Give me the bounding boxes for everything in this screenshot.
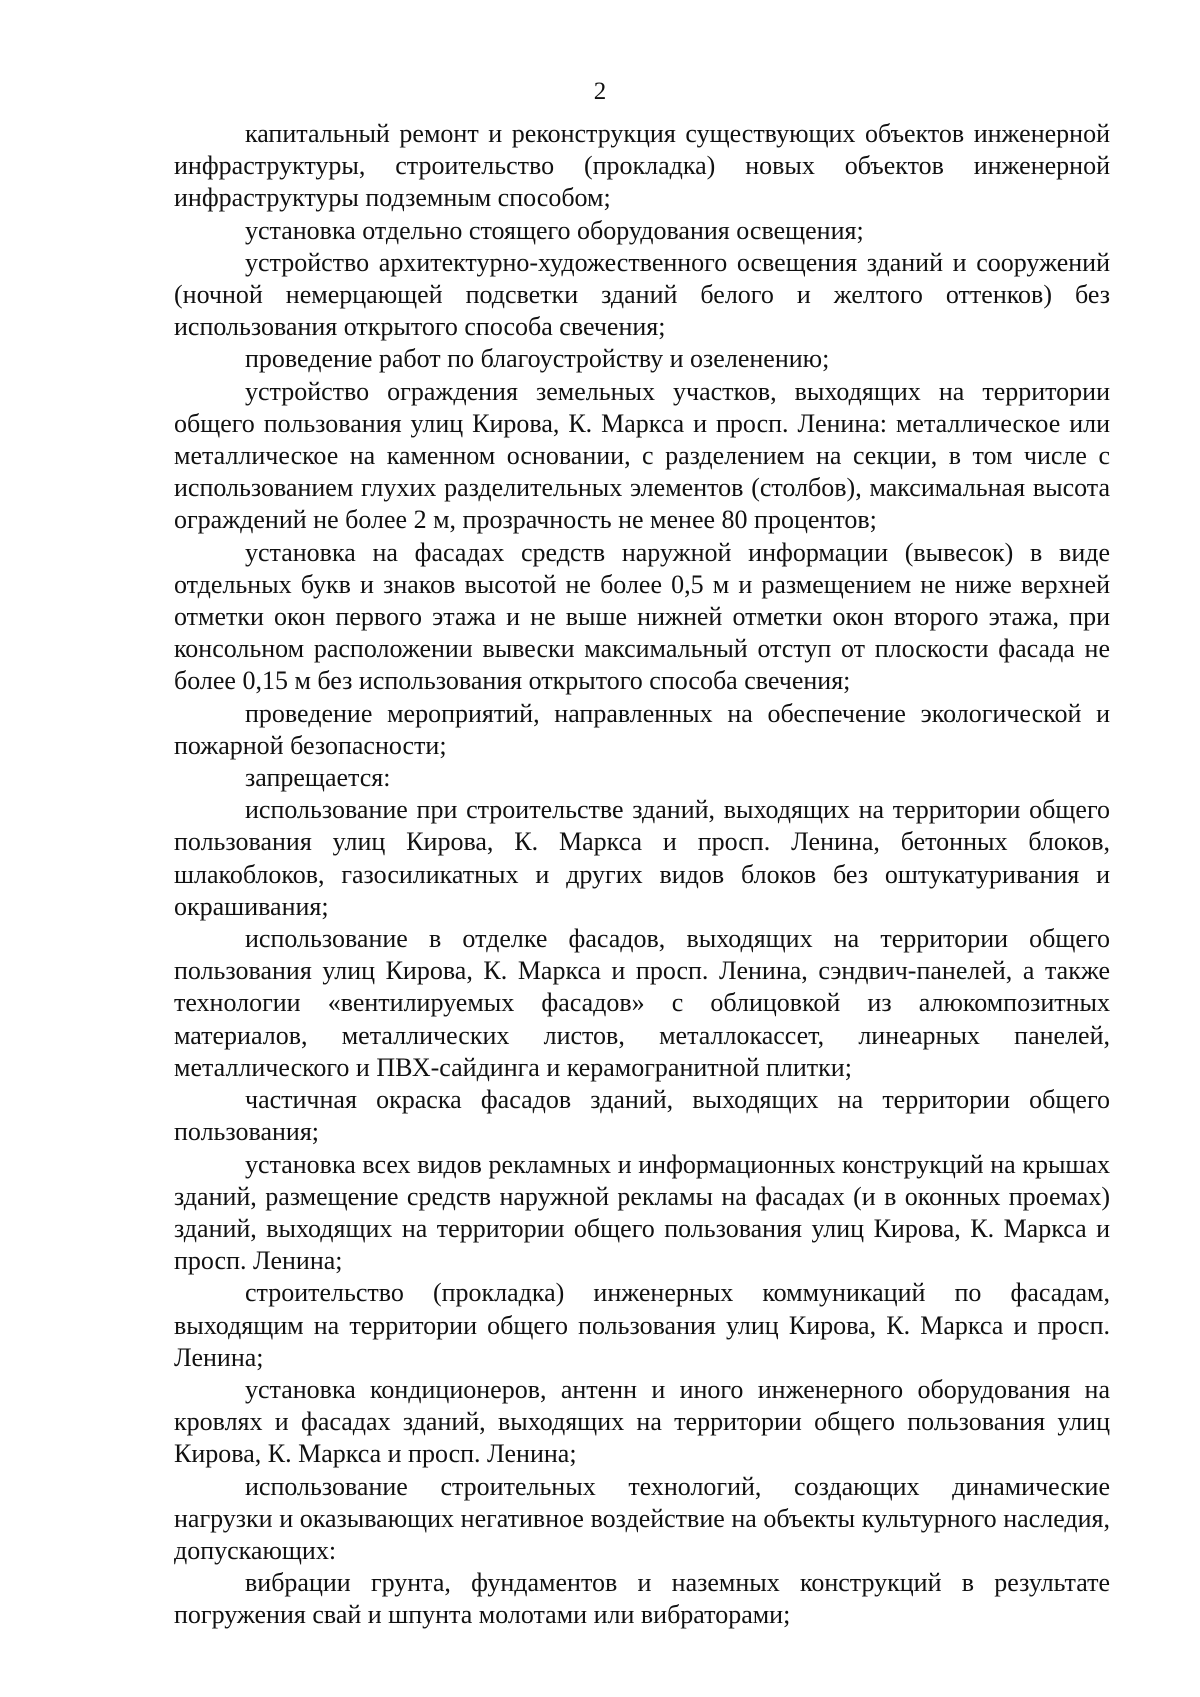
paragraph-vibration: вибрации грунта, фундаментов и наземных конструкций в результате погружения свай и шпунта молотами или вибраторами; — [174, 1568, 1110, 1630]
document-body — [174, 118, 1110, 1632]
paragraph-advertising: установка всех видов рекламных и информационных конструкций на крышах зданий, размещение средств наружной рекламы на фасадах (и в оконных проемах) зданий, выходящих на территории общего пользования улиц Кирова, К. Маркса и просп. Ленина; — [174, 1149, 1110, 1276]
paragraph-architectural-lighting: устройство архитектурно-художественного освещения зданий и сооружений (ночной немерцающей подсветки зданий белого и желтого оттенков) без использования открытого способа свечения; — [174, 247, 1110, 342]
paragraph-signage: установка на фасадах средств наружной информации (вывесок) в виде отдельных букв и знаков высотой не более 0,5 м и размещением не ниже верхней отметки окон первого этажа и не выше нижней отметки окон второго этажа, при консольном расположении вывески максимальный отступ от плоскости фасада не более 0,15 м без использования открытого способа свечения; — [174, 537, 1110, 696]
paragraph-fencing: устройство ограждения земельных участков, выходящих на территории общего пользования улиц Кирова, К. Маркса и просп. Ленина: металлическое или металлическое на каменном основании, с разделением на секции, в том числе с использованием глухих разделительных элементов (столбов), максимальная высота ограждений не более 2 м, прозрачность не менее 80 процентов; — [174, 376, 1110, 535]
paragraph-blocks: использование при строительстве зданий, выходящих на территории общего пользования улиц Кирова, К. Маркса и просп. Ленина, бетонных блоков, шлакоблоков, газосиликатных и других видов блоков без оштукатуривания и окрашивания; — [174, 795, 1110, 921]
paragraph-safety: проведение мероприятий, направленных на обеспечение экологической и пожарной безопасности; — [174, 698, 1110, 760]
paragraph-facade-finishing: использование в отделке фасадов, выходящих на территории общего пользования улиц Кирова, К. Маркса и просп. Ленина, сэндвич-панелей, а также технологии «вентилируемых фасадов» с облицовкой из алюкомпозитных материалов, металлических листов, металлокассет, линеарных панелей, металлического и ПВХ-сайдинга и керамогранитной плитки; — [174, 924, 1110, 1082]
paragraph-landscaping: проведение работ по благоустройству и озеленению; — [245, 344, 830, 374]
paragraph-partial-painting: частичная окраска фасадов зданий, выходящих на территории общего пользования; — [174, 1085, 1110, 1147]
paragraph-utilities: строительство (прокладка) инженерных коммуникаций по фасадам, выходящим на территории общего пользования улиц Кирова, К. Маркса и просп. Ленина; — [174, 1278, 1110, 1372]
paragraph-air-conditioners: установка кондиционеров, антенн и иного инженерного оборудования на кровлях и фасадах зданий, выходящих на территории общего пользования улиц Кирова, К. Маркса и просп. Ленина; — [174, 1374, 1110, 1469]
paragraph-capital-repair: капитальный ремонт и реконструкция существующих объектов инженерной инфраструктуры, строительство (прокладка) новых объектов инженерной инфраструктуры подземным способом; — [174, 119, 1110, 213]
paragraph-prohibited-heading: запрещается: — [245, 763, 391, 793]
paragraph-lighting-equipment: установка отдельно стоящего оборудования освещения; — [245, 215, 864, 245]
page-number: 2 — [593, 78, 607, 105]
paragraph-construction-tech: использование строительных технологий, создающих динамические нагрузки и оказывающих негативное воздействие на объекты культурного наследия, допускающих: — [174, 1471, 1110, 1565]
